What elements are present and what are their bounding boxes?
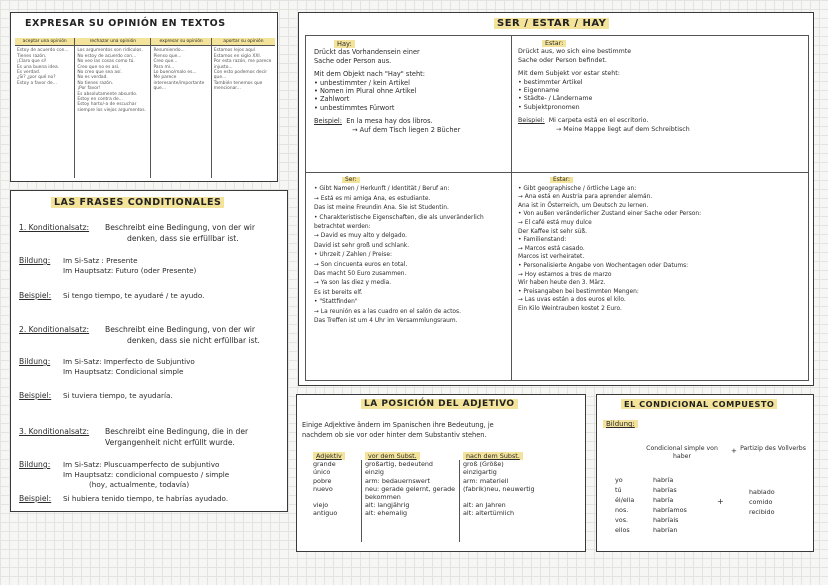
k3-bildung: Im Si-Satz: Pluscuamperfecto de subjuntivo <box>63 460 220 469</box>
list-item: Es absolutamente absurdo. <box>77 91 138 97</box>
list-item: Me parece interesante/importante que... <box>153 75 205 92</box>
k2-bildung: Im Si-Satz: Imperfecto de Subjuntivo <box>63 357 195 366</box>
hay-with: Mit dem Objekt nach "Hay" steht: <box>314 70 425 79</box>
opinion-table <box>15 38 275 178</box>
adjetivo-title: LA POSICIÓN DEL ADJETIVO <box>361 399 518 409</box>
table-cell: einzig <box>365 468 384 477</box>
k2-example: Si tuviera tiempo, te ayudaría. <box>63 391 173 400</box>
list-item: Con esto podemos decir que... <box>213 70 268 81</box>
hay-item: • Nomen im Plural ohne Artikel <box>314 87 417 96</box>
estar2-line: → Las uvas están a dos euros el kilo. <box>518 297 626 304</box>
plus-sign: + <box>717 497 724 506</box>
opinion-column <box>15 38 75 178</box>
list-item: ¡Claro que sí! <box>17 59 47 65</box>
list-item: Para mí... <box>153 64 175 70</box>
bildung-label: Bildung: <box>19 460 51 469</box>
ser-line: • "Stattfinden" <box>314 299 358 306</box>
condicional-bildung-label: Bildung: <box>603 420 638 428</box>
ser-line: • Uhrzeit / Zahlen / Preise: <box>314 252 392 259</box>
form: habríais <box>653 516 679 524</box>
table-row <box>313 477 553 485</box>
list-item: Estamos lejos aquí <box>213 48 255 54</box>
table-header: vor dem Subst. <box>365 452 463 460</box>
estar-item: • Städte- / Ländername <box>518 95 593 103</box>
k2-bildung: Im Hauptsatz: Condicional simple <box>63 367 184 376</box>
table-cell: único <box>313 468 331 477</box>
ser-line: David ist sehr groß und schlank. <box>314 242 410 249</box>
list-item: Resumiendo... <box>153 48 185 54</box>
k1-desc: denken, dass sie erfüllbar ist. <box>127 234 239 243</box>
list-item: Es verdad. <box>17 70 41 76</box>
k1-example: Si tengo tiempo, te ayudaré / te ayudo. <box>63 291 205 300</box>
table-cell: groß (Größe) <box>463 460 504 469</box>
table-cell: großartig, bedeutend <box>365 460 433 469</box>
opinion-column-header: expresar su opinión <box>151 38 210 46</box>
k1-bildung: Im Hauptsatz: Futuro (oder Presente) <box>63 266 197 275</box>
list-item: También tenemos que mencionar... <box>213 80 263 92</box>
frases-title: LAS FRASES CONDITIONALES <box>51 197 224 208</box>
condicional-col2-header: Partizip des Vollverbs <box>740 445 806 452</box>
list-item: No tienes razón. <box>77 80 114 86</box>
opinion-list <box>75 46 150 115</box>
table-cell: neu: gerade gelernt, gerade bekommen <box>365 484 456 502</box>
estar2-line: Ana ist in Österreich, um Deutsch zu lernen. <box>518 202 649 209</box>
condicional-title: EL CONDICIONAL COMPUESTO <box>621 399 777 409</box>
opinion-title: EXPRESAR SU OPINIÓN EN TEXTOS <box>25 18 226 29</box>
list-item: Creo que... <box>153 59 178 65</box>
participle: hablado <box>749 488 775 496</box>
list-item: Estoy a favor de... <box>17 80 57 86</box>
table-header: nach dem Subst. <box>463 452 553 460</box>
ser-line: → Son cincuenta euros en total. <box>314 261 408 268</box>
list-item: ¿Sí? ¿por qué no? <box>17 75 56 81</box>
pronoun: ellos <box>615 526 630 534</box>
ser-line: → Ya son las diez y media. <box>314 280 392 287</box>
k1-label: 1. Konditionalsatz: <box>19 223 90 232</box>
table-row <box>313 460 553 468</box>
ser-title: Ser: <box>314 176 509 185</box>
adjetivo-intro: Einige Adjektive ändern im Spanischen ihre Bedeutung, je <box>302 421 494 429</box>
opinion-column-header: aportar su opinión <box>212 38 275 46</box>
bildung-label: Bildung: <box>19 256 51 265</box>
opinion-column-header: rechazar una opinión <box>75 38 150 46</box>
estar2-line: Marcos ist verheiratet. <box>518 254 585 261</box>
table-divider <box>361 460 362 542</box>
k3-desc: Beschreibt eine Bedingung, die in der <box>105 427 249 436</box>
list-item: Es una buena idea. <box>17 64 60 70</box>
pronoun: vos. <box>615 516 629 524</box>
opinion-column-header: aceptar una opinión <box>15 38 74 46</box>
k3-desc: Vergangenheit nicht erfüllt wurde. <box>105 438 235 447</box>
list-item: Estamos en siglo XXI. <box>213 53 262 59</box>
list-item: Creo que no es así. <box>77 64 120 70</box>
opinion-list <box>15 46 74 88</box>
table-divider <box>459 460 460 542</box>
table-cell: (fabrik)neu, neuwertig <box>463 484 535 493</box>
estar-item: • Eigenname <box>518 87 560 95</box>
estar2-line: Der Kaffee ist sehr süß. <box>518 228 587 235</box>
table-cell: grande <box>313 460 336 469</box>
adjetivo-intro: nachdem ob sie vor oder hinter dem Substantiv stehen. <box>302 431 487 439</box>
opinion-card <box>10 12 278 182</box>
opinion-column <box>75 38 151 178</box>
pronoun: él/ella <box>615 496 635 504</box>
list-item: Por esta razón, me parece injusto... <box>213 59 272 70</box>
hay-title: Hay: <box>314 40 509 48</box>
hay-item: • unbestimmter / kein Artikel <box>314 78 410 87</box>
ser-line: → Está es mi amiga Ana, es estudiante. <box>314 195 431 202</box>
table-cell: alt: ehemalig <box>365 509 408 518</box>
form: habrían <box>653 526 678 534</box>
condicional-col1-header: Condicional simple von haber <box>646 445 718 460</box>
list-item: Estoy en contra de... <box>77 97 123 103</box>
opinion-list <box>151 46 210 93</box>
serestar-card <box>298 12 814 386</box>
hay-line: Sache oder Person aus. <box>314 56 392 65</box>
participle: recibido <box>749 508 775 516</box>
estar-item: • bestimmter Artikel <box>518 78 583 86</box>
table-cell: alt: altertümlich <box>463 509 515 518</box>
k1-desc: Beschreibt eine Bedingung, von der wir <box>105 223 256 232</box>
hay-item: • Zahlwort <box>314 95 350 104</box>
estar-item: • Subjektpronomen <box>518 103 580 111</box>
estar2-line: → El café está muy dulce <box>518 219 592 226</box>
estar-with: Mit dem Subjekt vor estar steht: <box>518 70 620 78</box>
hay-example: Beispiel: En la mesa hay dos libros. <box>314 117 433 126</box>
table-cell: pobre <box>313 476 332 485</box>
plus-sign: + <box>731 447 737 455</box>
estar2-line: • Familienstand: <box>518 237 567 244</box>
estar2-line: Ein Kilo Weintrauben kostet 2 Euro. <box>518 305 622 312</box>
adjetivo-card <box>296 394 586 552</box>
serestar-title: SER / ESTAR / HAY <box>494 18 609 29</box>
estar-example-translation: → Meine Mappe liegt auf dem Schreibtisch <box>556 125 690 133</box>
ser-section <box>314 176 509 327</box>
beispiel-label: Beispiel: <box>19 494 52 503</box>
list-item: No veo las cosas como tú. <box>77 59 135 65</box>
table-row <box>313 501 553 509</box>
pronoun: tú <box>615 486 622 494</box>
form: habríamos <box>653 506 687 514</box>
estar2-line: Wir haben heute den 3. März. <box>518 280 606 287</box>
list-item: Lo bueno/malo es... <box>153 70 197 76</box>
opinion-column <box>151 38 211 178</box>
pronoun: yo <box>615 476 623 484</box>
list-item: Estoy de acuerdo con... <box>17 48 69 54</box>
estar-line: Drückt aus, wo sich eine bestimmte <box>518 48 632 56</box>
beispiel-label: Beispiel: <box>19 391 52 400</box>
form: habrías <box>653 486 677 494</box>
ser-line: Das ist meine Freundin Ana. Sie ist Studentin. <box>314 205 449 212</box>
hay-item: • unbestimmtes Fürwort <box>314 103 395 112</box>
table-row <box>313 509 553 517</box>
list-item: No es verdad. <box>77 75 108 81</box>
table-body <box>313 460 553 517</box>
k3-bildung: (hoy, actualmente, todavía) <box>89 480 190 489</box>
pronoun: nos. <box>615 506 629 514</box>
table-cell: einzigartig <box>463 468 497 477</box>
hay-line: Drückt das Vorhandensein einer <box>314 48 420 57</box>
grid-divider-vertical <box>511 36 512 380</box>
estar2-line: • Gibt geographische / örtliche Lage an: <box>518 185 637 192</box>
estar-section <box>518 40 808 134</box>
table-header: Adjektiv <box>313 452 365 460</box>
estar2-section <box>518 176 718 314</box>
estar2-line: → Ana está en Austria para aprender alemán. <box>518 194 653 201</box>
table-cell: viejo <box>313 501 329 510</box>
list-item: No estoy de acuerdo con... <box>77 53 137 59</box>
list-item: Tienes razón. <box>17 53 47 59</box>
beispiel-label: Beispiel: <box>19 291 52 300</box>
frases-card <box>10 190 288 512</box>
ser-line: Das macht 50 Euro zusammen. <box>314 271 407 278</box>
estar2-title: Estar: <box>518 176 718 185</box>
list-item: Pienso que... <box>153 53 182 59</box>
estar-line: Sache oder Person befindet. <box>518 56 607 64</box>
serestar-grid <box>305 35 809 381</box>
table-row <box>313 468 553 476</box>
form: habría <box>653 476 674 484</box>
ser-line: → La reunión es a las cuadro en el salón de actos. <box>314 308 461 315</box>
k1-bildung: Im Si-Satz : Presente <box>63 256 138 265</box>
bildung-label: Bildung: <box>19 357 51 366</box>
estar2-line: • Preisangaben bei bestimmten Mengen: <box>518 288 639 295</box>
k3-label: 3. Konditionalsatz: <box>19 427 90 436</box>
estar2-line: • Von außen veränderlicher Zustand einer Sache oder Person: <box>518 211 702 218</box>
table-row <box>313 485 553 501</box>
table-cell: alt: an Jahren <box>463 501 506 510</box>
k3-bildung: Im Hauptsatz: condicional compuesto / simple <box>63 470 230 479</box>
k2-desc: denken, dass sie nicht erfüllbar ist. <box>127 336 260 345</box>
list-item: No creo que sea así. <box>77 70 122 76</box>
estar-example: Beispiel: Mi carpeta está en el escritorio. <box>518 117 649 125</box>
hay-section <box>314 40 509 134</box>
estar2-line: → Marcos está casado. <box>518 245 585 252</box>
table-cell: nuevo <box>313 484 333 493</box>
participle: comido <box>749 498 773 506</box>
table-cell: alt: langjährig <box>365 501 410 510</box>
estar2-line: → Hoy estamos a tres de marzo <box>518 271 612 278</box>
condicional-card <box>596 394 814 552</box>
hay-example-translation: → Auf dem Tisch liegen 2 Bücher <box>352 125 461 134</box>
form: habría <box>653 496 674 504</box>
list-item: Estoy harto/-a de escuchar siempre los viejos argumentos. <box>77 102 146 113</box>
ser-line: • Charakteristische Eigenschaften, die als unveränderlich betrachtet werden: <box>314 214 484 231</box>
grid-divider-horizontal <box>306 172 808 173</box>
ser-line: Das Treffen ist um 4 Uhr im Versammlungsraum. <box>314 318 458 325</box>
estar2-line: • Personalisierte Angabe von Wochentagen oder Datums: <box>518 262 689 269</box>
participle-list <box>749 487 775 517</box>
estar-title: Estar: <box>518 40 808 48</box>
opinion-column <box>212 38 275 178</box>
k2-label: 2. Konditionalsatz: <box>19 325 90 334</box>
opinion-list <box>212 46 275 93</box>
list-item: Los argumentos son ridículos. <box>77 48 143 54</box>
table-cell: arm: materiell <box>463 476 509 485</box>
ser-line: → David es muy alto y delgado. <box>314 233 407 240</box>
ser-line: Es ist bereits elf. <box>314 289 363 296</box>
pronoun-list <box>615 475 634 535</box>
adjetivo-table <box>313 452 553 518</box>
k2-desc: Beschreibt eine Bedingung, von der wir <box>105 325 256 334</box>
ser-line: • Gibt Namen / Herkunft / Identität / Beruf an: <box>314 186 450 193</box>
list-item: ¡Por favor! <box>77 86 101 92</box>
table-header-row <box>313 452 553 460</box>
k3-example: Si hubiera tenido tiempo, te habrías ayudado. <box>63 494 229 503</box>
table-cell: antiguo <box>313 509 338 518</box>
table-cell: arm: bedauernswert <box>365 476 430 485</box>
form-list <box>653 475 687 535</box>
